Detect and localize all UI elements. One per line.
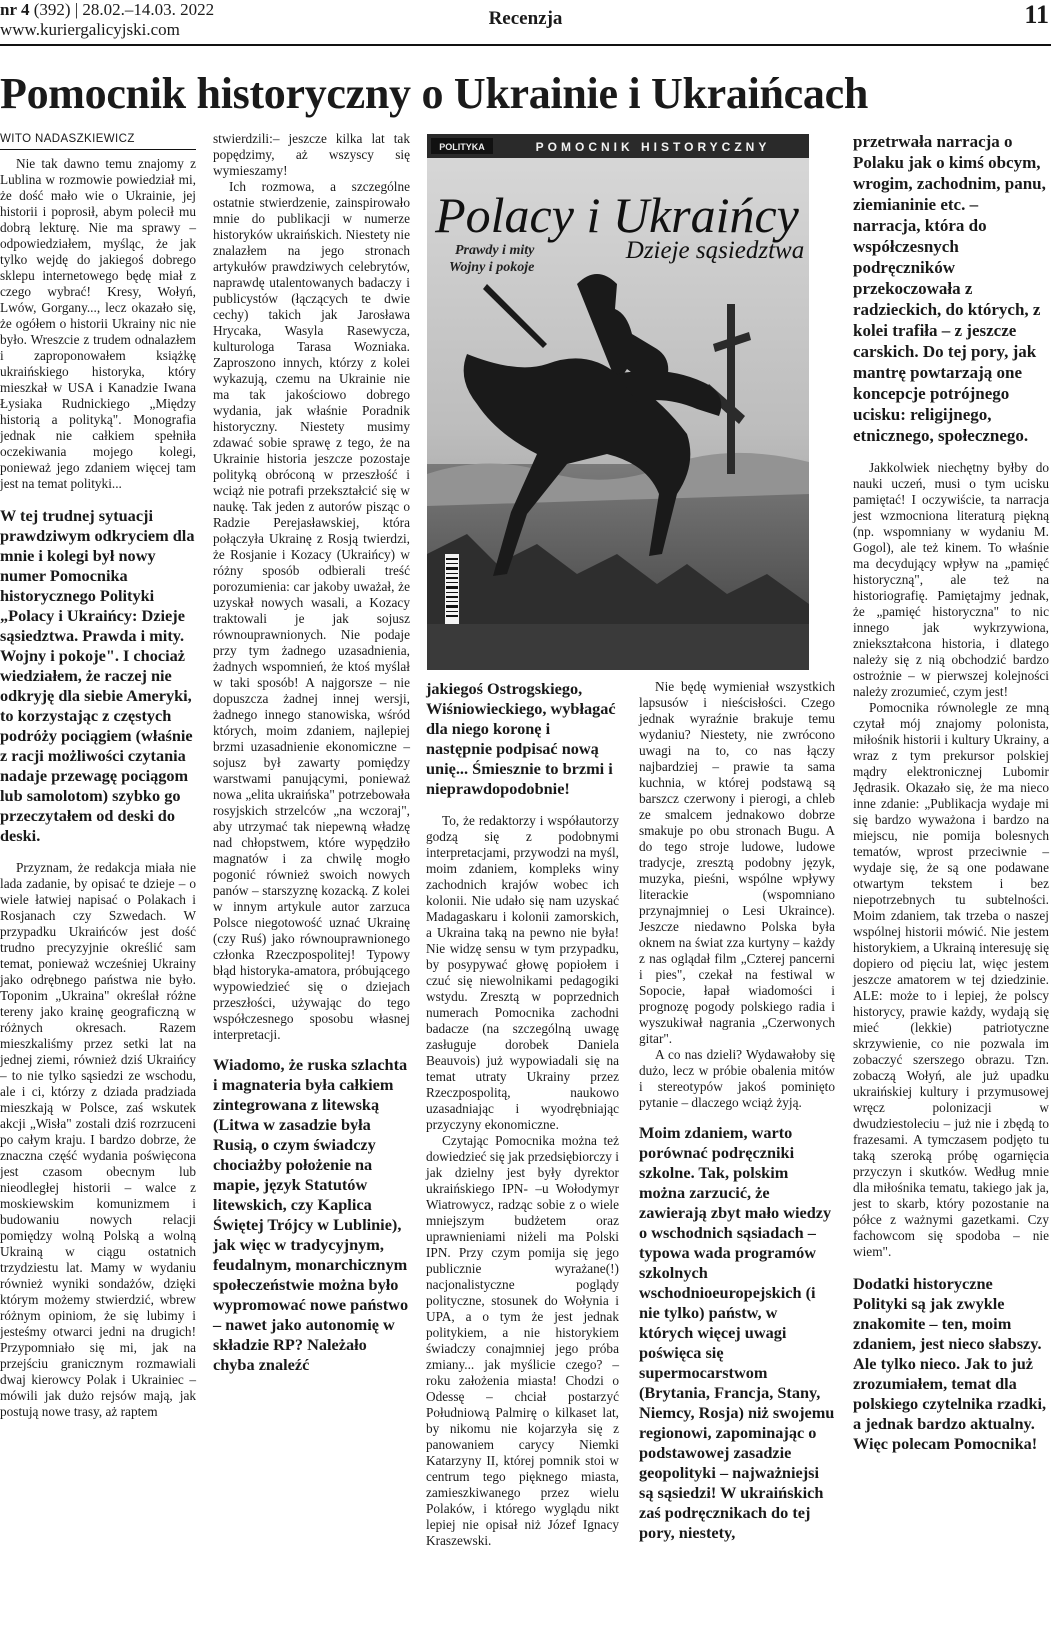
website-url: www.kuriergalicyjski.com (0, 20, 180, 39)
pull-quote: jakiegoś Ostrogskiego, Wiśniowieckiego, wybłagać dla niego koronę i następnie podpisać nową unię... Śmiesznie to brzmi i nieprawdopodobnie! (426, 679, 616, 798)
paragraph: Przyznam, że redakcja miała nie lada zadanie, by opisać te dzieje – o wiele łatwiej napisać o Polakach i Rosjanach czy Szwedach. W przypadku Ukraińców jest dość trudno precyzyjnie określić sam temat, ponieważ wcześniej Ukrainy jako odrębnego państwa nie było. Toponim „Ukraina" określał różne tereny jako krainę geograficzną w różnych okresach. Razem mieszkaliśmy przez setki lat na jednej ziemi, również dziś Ukraińcy – to nie tylko sąsiedzi ze wschodu, ale i ci, którzy z dziada pradziada mieszkają w Polsce, zaś wskutek akcji „Wisła" zostali dziś rozrzuceni po całym kraju. I bardzo dobrze, że znaczna część wydania poświęcona jest czasom obecnym lub nieodległej historii – walce z moskiewskim komunizmem i budowaniu nowych relacji pomiędzy wolną Polską a wolną Ukrainą w ciągu ostatnich trzydziestu lat. Mamy w wydaniu również wyniki sondażów, dzięki którym możemy stwierdzić, wbrew różnym opiniom, że się lubimy i jesteśmy otwarci jedni na drugich! Przypomniało się mi, jak na przejściu granicznym rozmawiali dwaj kierowcy Polak i Ukrainiec – mówili jak dużo rejsów mają, jak postują nowe trasy, aż raptem (0, 860, 196, 1419)
column-5 (853, 131, 1049, 1454)
magazine-cover-image (427, 134, 809, 670)
paragraph: Ich rozmowa, a szczególne ostatnie stwierdzenie, zainspirowało mnie do publikacji w numerze historyków ukraińskich. Niestety nie znalazłem na jego stronach artykułów prawdziwych celebrytów, naprawdę utalentowanych badaczy i publicystów (łączących te dwie cechy) takich jak Jarosława Hrycaka, Wasyla Rasewycza, kulturologa Tarasa Wozniaka. Zaproszono innych, którzy z kolei wykazują, czemu na Ukrainie nie ma tak jakościowo dobrego wydania, jak właśnie Poradnik historyczny. Niestety musimy zdawać sobie sprawę z tego, że na Ukrainie historia jeszcze pozostaje polityką obróconą w przeszłość i wciąż nie potrafi przekształcić się w naukę. Tak jeden z autorów pisząc o Radzie Perejasławskiej, która połączyła Ukrainę z Rosją twierdzi, że Rosjanie i Kozacy (Ukraińcy) w różny sposób odbierali treść porozumienia: car jakoby uważał, że uzyskał nowych wasali, a Kozacy traktowali je jak sojusz równouprawnionych. Nie podaje przy tym żadnego uzasadnienia, żadnych wspomnień, że ktoś myślał w taki sposób! A najgorsze – nie dopuszcza żadnej innej wersji, żadnego innego stanowiska, wśród których, moim zdaniem, najlepiej brzmi uzasadnienie ekonomiczne – sojusz był zawarty pomiędzy warstwami panującymi, ponieważ nowa „elita ukraińska" potrzebowała rosyjskich strzelców „na wczoraj", aby utrzymać tak niepewną władzę nad chłopstwem, które wypędziło magnatów i za chwilę mogło pogonić również swoich nowych panów – starszyznę kozacką. Z kolei w innym artykule autor zarzuca Polsce niegotowość uznać Ukrainę (czy Ruś) jako równouprawnionego członka Rzeczpospolitej! Typowy błąd historyka-amatora, próbującego wypowiedzieć się o dziejach przeszłości, używając do tego współczesnego sposobu własnej interpretacji. (213, 179, 410, 1042)
pull-quote: Wiadomo, że ruska szlachta i magnateria była całkiem zintegrowana z litewską (Litwa w zasadzie była Rusią, o czym świadczy chociażby położenie na mapie, język Statutów litewskich, czy Kaplica Świętej Trójcy w Lublinie), jak więc w tradycyjnym, feudalnym, monarchicznym społeczeństwie można było wypromować nowe państwo – nawet jako autonomię w składzie RP? Należało chyba znaleźć (213, 1055, 409, 1374)
paragraph: Czytając Pomocnika można też dowiedzieć się jak przedsiębiorczy i jak dzielny jest były dyrektor ukraińskiego IPN- –u Wołodymyr Wiatrowycz, radząc sobie z o wiele mniejszym budżetem oraz uprawnieniami niżeli ma Polski IPN. Przy czym pomija się jego publicznie wyrażane(!) nacjonalistyczne poglądy polityczne, stosunek do Wołynia i UPA, a o tym że jest jednak politykiem, a nie historykiem świadczy conajmniej jego próba zmiany... jak myślicie czego? – roku założenia miasta! Chodzi o Odessę – chciał postarzyć Południową Palmirę o kilkaset lat, by nikomu nie kojarzyła się z panowaniem carycy Niemki Katarzyny II, której pomnik stoi w centrum tego pięknego miasta, zamieszkiwanego przez wielu Polaków, i którego wyglądu nikt lepiej nie opisał niż Józef Ignacy Kraszewski. (426, 1133, 619, 1548)
paragraph: Jakkolwiek niechętny byłby do nauki uczeń, musi o tym ucisku pamiętać! I oczywiście, ta narracja jest wzmocniona literaturą piękną (np. wspomniany w wydaniu M. Gogol), ale też kinem. To właśnie ma decydujący wpływ na „pamięć historyczną", ale też na historiografię. Pamiętajmy jednak, że „pamięć historyczna" to nic innego jak wykrzywiona, zniekształcona historia, i dlatego należy się z nią obchodzić bardzo ostrożnie – w pierwszej kolejności należy zrozumieć, czym jest! (853, 460, 1049, 699)
cover-tagline-1: Prawdy i mity (455, 243, 535, 258)
cover-series: POMOCNIK HISTORYCZNY (535, 140, 771, 154)
column-4 (639, 679, 835, 1543)
article-title: Pomocnik historyczny o Ukrainie i Ukraińcach (0, 69, 869, 118)
pull-quote: W tej trudnej sytuacji prawdziwym odkryciem dla mnie i kolegi był nowy numer Pomocnika historycznego Polityki „Polacy i Ukraińcy: Dzieje sąsiedztwa. Prawda i mity. Wojny i pokoje". I chociaż wiedziałem, że raczej nie odkryję dla siebie Ameryki, to korzystając z częstych podróży pociągiem (właśnie z racji możliwości czytania nadaje przewagę pociągom lub samolotom) szybko go przeczytałem od deski do deski. (0, 506, 195, 845)
column-1 (0, 131, 196, 1420)
issue-dates: (392) | 28.02.–14.03. 2022 (29, 0, 215, 19)
paragraph: Nie będę wymieniał wszystkich lapsusów i nieścisłości. Czego jednak wyraźnie brakuje temu wydaniu? Niestety, nie zwrócono uwagi na to, co nas łączy najbardziej – prawie ta sama kuchnia, w której podstawą są barszcz czerwony i pierogi, a chleb ze smalcem jednakowo dobrze smakuje po obu stronach Bugu. A do tego stroje ludowe, ludowe tradycje, zresztą podobny język, muzyka, pieśni, wspólne wpływy literackie (wspomniano przynajmniej o Lesi Ukraince). Jeszcze niedawno Polska była oknem na świat zza kurtyny – każdy z nas oglądał film „Czterej pancerni i pies", czekał na festiwal w Sopocie, łapał wiadomości i prognozę pogody polskiego radia i wyszukiwał nagrania „Czerwonych gitar". (639, 679, 835, 1046)
pull-quote: Dodatki historyczne Polityki są jak zwykle znakomite – ten, moim zdaniem, jest nieco słabszy. Ale tylko nieco. Jak to już zrozumiałem, temat dla polskiego czytelnika rzadki, a jednak bardzo aktualny. Więc polecam Pomocnika! (853, 1274, 1047, 1453)
pull-quote: przetrwała narracja o Polaku jak o kimś obcym, wrogim, zachodnim, panu, ziemianinie etc. – narracja, która do współczesnych podręczników przekoczowała z radzieckich, do których, z kolei trafiła – z jeszcze carskich. Do tej pory, jak mantrę powtarzają one koncepcje potrójnego ucisku: religijnego, etnicznego, społecznego. (853, 132, 1046, 445)
paragraph: A co nas dzieli? Wydawałoby się dużo, lecz w próbie obalenia mitów i stereotypów jakoś pominięto pytanie – dlaczego wciąż żyją. (639, 1047, 835, 1110)
header-divider (0, 44, 1051, 46)
cover-brand: POLITYKA (439, 142, 485, 152)
paragraph: Pomocnika równolegle ze mną czytał mój znajomy polonista, miłośnik historii i kultury Ukrainy, a wraz z tym prekursor polskiej mądry elektronicznej Lubomir Jędrasik. Okazało się, że ma nieco inne zdanie: „Publikacja wydaje mi się bardzo wyważona i bardzo na miejscu, nie pomija bolesnych tematów, wprost przeciwnie – wydaje się, że są one podawane otwartym tekstem i bez niepotrzebnych tu subtelności. Moim zdaniem, tak trzeba o naszej wspólnej historii mówić. Nie jestem historykiem, a Ukrainą interesuję się dopiero od pięciu lat, więc jestem jeszcze amatorem w tej dziedzinie. ALE: może to i lepiej, że polscy historycy, prawie każdy, wydają się mieć (lekkie) patriotyczne skrzywienie, co nie pozwala im zobaczyć szerszego obrazu. Tzn. zobaczą Wołyń, ale już upadku ukraińskiej kultury i przymusowej wręcz polonizacji w dwudziestoleciu – już nie i zbędą to frazesami. A tymczasem podjęto tu taką szeroką próbę ogarnięcia przyczyn i skutków. Według mnie dla miłośnika tematu, takiego jak ja, jest to skarb, który pozostanie na półce z ważnymi gazetkami. Czy fachowcom się spodoba – nie wiem". (853, 700, 1049, 1259)
pull-quote: Moim zdaniem, warto porównać podręczniki szkolne. Tak, polskim można zarzucić, że zawierają zbyt mało wiedzy o wschodnich sąsiadach – typowa wada programów szkolnych wschodnioeuropejskich (i nie tylko) państw, w których więcej uwagi poświęca się supermocarstwom (Brytania, Francja, Stany, Niemcy, Rosja) niż swojemu regionowi, zapominając o podstawowej zasadzie geopolityki – najważniejsi są sąsiedzi! W ukraińskich zaś podręcznikach do tej pory, niestety, (639, 1123, 835, 1542)
issue-number: nr 4 (0, 0, 30, 19)
cover-subtitle: Dzieje sąsiedztwa (625, 237, 805, 264)
section-label: Recenzja (488, 8, 563, 29)
paragraph: To, że redaktorzy i współautorzy godzą się z podobnymi interpretacjami, przywodzi na myśl, moim zdaniem, kompleks winy zachodnich krajów wobec ich kolonii. Nie udało się nam uzyskać Madagaskaru i kolonii zamorskich, a Ukraina taką na pewno nie była! Nie widzę sensu w tym przypadku, by posypywać głowę popiołem i czuć się niewolnikami pedagogiki wstydu. Zresztą w poprzednich numerach Pomocnika zachodni badacze (na szczególną uwagę zasługuje dorobek Daniela Beauvois) już wypowiadali się na temat utraty Ukrainy przez Rzeczpospolitą, naukowo uzasadniając i wyodrębniając przyczyny ekonomiczne. (426, 813, 619, 1132)
page-number: 11 (1024, 0, 1049, 29)
cover-tagline-2: Wojny i pokoje (449, 260, 535, 275)
cover-title: Polacy i Ukraińcy (435, 187, 799, 243)
author-byline: WITO NADASZKIEWICZ (0, 131, 196, 150)
column-2 (213, 131, 410, 1375)
paragraph: Nie tak dawno temu znajomy z Lublina w rozmowie powiedział mi, że dość mało wie o Ukrainie, jej historii i poprosił, abym polecił mu dobrą lekturę. Nie ma sprawy – odpowiedziałem, myśląc, że jak tylko wejdę do jakiegoś dobrego sklepu internetowego będę miał z czego wybrać! Kresy, Wołyń, Lwów, Gorgany..., lecz okazało się, że ogółem o historii Ukrainy nic nie było. Wreszcie z trudem odnalazłem i zaproponowałem książkę ukraińskiego historyka, który mieszkał w USA i Kanadzie Iwana Łysiaka Rudnickiego „Między historią a polityką". Monografia jednak nie całkiem spełniła oczekiwania mojego kolegi, ponieważ jego zdaniem więcej tam jest na temat polityki... (0, 156, 196, 491)
paragraph: stwierdzili:– jeszcze kilka lat tak popędzimy, aż wszyscy się wymieszamy! (213, 131, 410, 178)
cover-illustration (427, 134, 809, 670)
column-3 (426, 679, 619, 1549)
